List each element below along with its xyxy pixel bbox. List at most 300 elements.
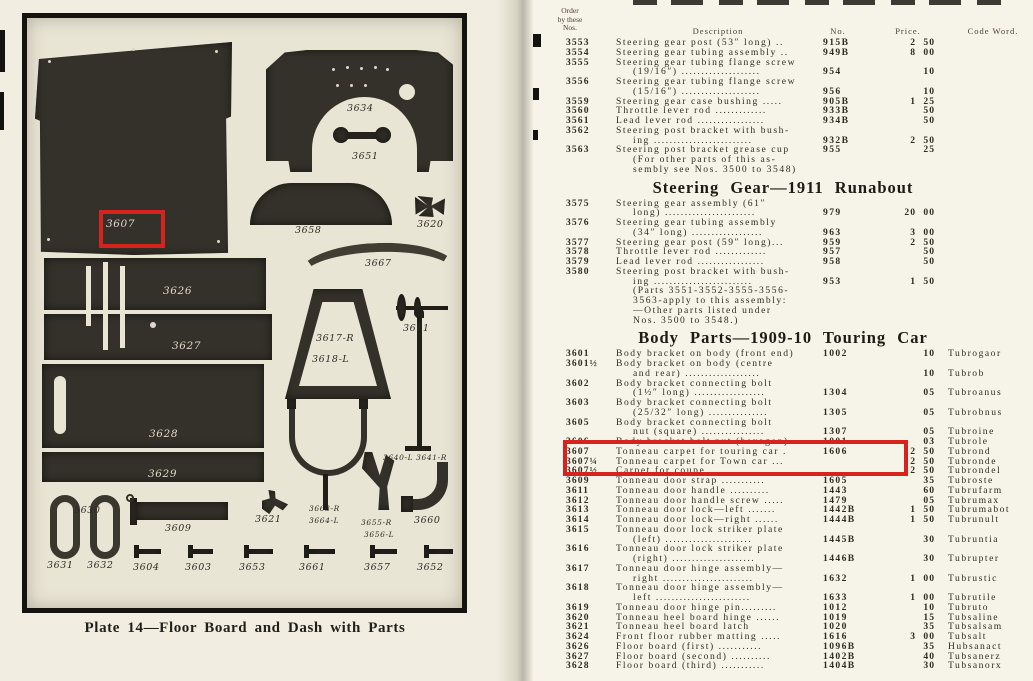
order-number-cell: 3606 xyxy=(566,436,590,447)
price-cell: 50 xyxy=(923,105,935,117)
order-head-line: Order xyxy=(561,6,579,15)
price-cell: 2 50 xyxy=(910,455,935,467)
code-word-cell: Tubrob xyxy=(948,367,985,379)
part-shape-bracket-3621 xyxy=(262,490,288,514)
description-cell: Body bracket connecting bolt xyxy=(616,398,773,408)
order-number-cell: 3618 xyxy=(566,582,590,594)
price-cell: 1 50 xyxy=(910,275,935,287)
fork-tip xyxy=(359,399,368,409)
part-shape-rod-3640 xyxy=(417,316,422,450)
rivet-dot xyxy=(48,60,51,63)
plate-photo xyxy=(22,13,467,613)
part-number-cell: 1012 xyxy=(823,601,848,613)
part-shape-bracket-3651-end xyxy=(333,127,349,143)
part-shape-panel-3658 xyxy=(250,183,392,225)
table-line xyxy=(533,67,1033,77)
table-line xyxy=(533,238,1033,248)
table-line xyxy=(533,48,1033,58)
price-cell xyxy=(878,306,935,316)
part-number-cell: 956 xyxy=(823,85,842,97)
part-label-3667: 3667 xyxy=(365,258,392,269)
part-label-3655R: 3655-R xyxy=(361,518,392,527)
description-cell: Nos. 3500 to 3548.) xyxy=(633,315,739,326)
price-cell: 1 50 xyxy=(910,514,935,525)
order-number-cell: 3556 xyxy=(566,76,590,87)
table-line xyxy=(533,349,1033,359)
code-word-cell xyxy=(935,359,948,369)
table-line xyxy=(533,296,1033,306)
code-word-cell xyxy=(935,126,948,136)
description-cell: ing ......................... xyxy=(633,276,753,287)
order-head-line: by these xyxy=(557,14,583,24)
description-cell: (15/16″) .................... xyxy=(633,86,761,97)
code-word-cell xyxy=(935,418,948,428)
board-hole xyxy=(150,322,156,328)
part-number-cell: 1002 xyxy=(823,348,848,360)
table-line xyxy=(533,136,1033,146)
rivet-dot xyxy=(350,84,353,87)
rivet-dot xyxy=(346,66,349,69)
part-number-cell xyxy=(823,369,878,379)
pedal-slot xyxy=(120,266,125,348)
description-cell: Throttle lever rod ............. xyxy=(616,247,767,257)
part-number-cell: 1404B xyxy=(823,660,856,672)
screw-shaft xyxy=(375,549,397,554)
part-number-cell xyxy=(823,155,878,165)
part-number-cell: 1307 xyxy=(823,426,848,438)
code-word-cell xyxy=(935,247,948,257)
description-cell: —Other parts listed under xyxy=(633,305,772,316)
table-line xyxy=(533,257,1033,267)
order-number-cell: 3613 xyxy=(566,504,590,516)
price-cell: 05 xyxy=(923,426,935,438)
part-number-cell: 1305 xyxy=(823,406,848,418)
description-cell: Front floor rubber matting ..... xyxy=(616,632,781,642)
order-number-cell: 3628 xyxy=(566,660,590,672)
code-word-cell: Tubronde xyxy=(948,455,997,467)
part-number-cell: 1616 xyxy=(823,631,848,642)
order-number-cell: 3601 xyxy=(566,348,590,360)
code-word-cell: Tubsanerz xyxy=(948,650,1002,662)
description-cell: Floor board (second) .......... xyxy=(616,651,771,662)
table-line xyxy=(533,554,1033,564)
table-line xyxy=(533,388,1033,398)
order-number-cell: 3555 xyxy=(566,56,590,68)
order-number-cell: 3624 xyxy=(566,631,590,642)
table-line xyxy=(533,58,1033,68)
part-number-cell: 1633 xyxy=(823,592,848,603)
part-number-cell: 1632 xyxy=(823,572,848,584)
part-number-cell xyxy=(823,306,878,316)
price-cell xyxy=(878,155,935,165)
rivet-dot xyxy=(132,48,135,51)
part-label-3604: 3604 xyxy=(133,562,160,573)
code-word-cell xyxy=(935,306,948,316)
order-number-cell: 3605 xyxy=(566,416,590,428)
price-cell: 10 xyxy=(923,66,935,78)
part-number-cell xyxy=(823,359,878,369)
code-word-cell xyxy=(935,228,948,238)
description-cell: Steering gear post (59″ long)... xyxy=(616,237,784,248)
code-word-cell xyxy=(935,564,948,574)
price-cell: 50 xyxy=(923,256,935,267)
price-cell: 20 00 xyxy=(904,207,935,219)
price-cell: 03 xyxy=(923,436,935,447)
part-number-cell: 949B xyxy=(823,46,850,58)
price-cell: 05 xyxy=(923,494,935,506)
screw-shaft xyxy=(249,549,273,554)
description-cell: Steering gear tubing assembly xyxy=(616,218,777,228)
part-number-cell xyxy=(823,316,878,326)
elbow-flange xyxy=(401,496,413,512)
description-cell: and rear) ................... xyxy=(633,368,761,379)
part-number-cell: 932B xyxy=(823,134,850,146)
part-number-cell: 963 xyxy=(823,226,842,238)
part-label-3631: 3631 xyxy=(47,560,74,571)
code-word-cell: Tubrustic xyxy=(948,572,998,584)
scan-artifact xyxy=(0,92,4,130)
part-number-cell: 1304 xyxy=(823,387,848,399)
code-word-cell: Tubruntia xyxy=(948,533,999,545)
description-cell: Body bracket connecting bolt xyxy=(616,417,773,428)
table-line xyxy=(533,316,1033,326)
code-word-cell xyxy=(935,67,948,77)
code-word-cell xyxy=(935,38,948,48)
description-cell: right ....................... xyxy=(633,573,754,584)
table-line xyxy=(533,145,1033,155)
code-word-cell: Tubrond xyxy=(948,445,992,457)
order-number-cell: 3607½ xyxy=(566,465,598,477)
description-cell: Tonneau door hinge pin......... xyxy=(616,602,777,613)
part-label-3661: 3661 xyxy=(299,562,326,573)
price-cell: 50 xyxy=(923,115,935,126)
part-number-cell: 953 xyxy=(823,275,842,287)
price-cell: 1 50 xyxy=(910,504,935,516)
order-number-cell: 3620 xyxy=(566,611,590,623)
order-number-cell: 3577 xyxy=(566,236,590,248)
part-shape-elbow-3660 xyxy=(408,462,448,510)
description-cell: nut (square) ................ xyxy=(633,427,765,437)
order-number-cell: 3619 xyxy=(566,601,590,613)
code-word-cell xyxy=(935,379,948,389)
description-cell: Body bracket bolt nut (hexagon) xyxy=(616,437,789,447)
code-word-cell: Tubrufarm xyxy=(948,484,1003,496)
code-word-cell xyxy=(935,165,948,175)
price-cell: 2 50 xyxy=(910,134,935,146)
code-word-cell xyxy=(935,583,948,593)
part-shape-bar-3609 xyxy=(136,502,228,520)
plate-caption: Plate 14—Floor Board and Dash with Parts xyxy=(84,620,406,636)
order-number-cell: 3579 xyxy=(566,256,590,267)
part-number-cell: 1442B xyxy=(823,504,856,516)
table-line xyxy=(533,208,1033,218)
rivet-dot xyxy=(47,238,50,241)
part-number-cell: 959 xyxy=(823,236,842,248)
price-cell: 10 xyxy=(923,348,935,360)
part-label-3634: 3634 xyxy=(347,103,374,114)
order-number-cell: 3553 xyxy=(566,37,590,48)
order-number-cell: 3576 xyxy=(566,217,590,228)
description-cell: Steering gear tubing assembly .. xyxy=(616,47,789,58)
code-word-cell: Tubsalt xyxy=(948,631,987,642)
part-label-3628: 3628 xyxy=(149,428,179,440)
description-cell: (34″ long) .................. xyxy=(633,227,763,238)
price-cell: 2 50 xyxy=(910,236,935,248)
table-line xyxy=(533,228,1033,238)
table-line xyxy=(533,408,1033,418)
screw-shaft xyxy=(309,549,335,554)
description-column-header: Description xyxy=(692,26,744,36)
order-number-cell: 3626 xyxy=(566,640,590,652)
part-number-cell: 957 xyxy=(823,246,842,258)
price-cell: 2 50 xyxy=(910,445,935,457)
price-cell xyxy=(878,165,935,175)
description-cell: Body bracket on body (centre xyxy=(616,359,774,369)
order-number-cell xyxy=(566,296,616,306)
description-cell: Steering post bracket with bush- xyxy=(616,125,790,136)
code-word-cell: Tubruto xyxy=(948,601,990,613)
code-word-cell: Hubsanact xyxy=(948,640,1002,652)
code-word-cell xyxy=(935,136,948,146)
code-word-cell xyxy=(935,87,948,97)
part-number-cell xyxy=(823,286,878,296)
table-line xyxy=(533,126,1033,136)
description-cell: Tonneau carpet for Town car ... xyxy=(616,456,784,467)
table-line xyxy=(533,106,1033,116)
table-line xyxy=(533,369,1033,379)
dash-hole xyxy=(399,84,415,100)
description-cell: (left) ...................... xyxy=(633,534,753,545)
price-cell: 15 xyxy=(923,611,935,623)
order-number-cell: 3602 xyxy=(566,377,590,389)
price-cell: 30 xyxy=(923,553,935,564)
part-number-cell: 979 xyxy=(823,207,842,219)
description-cell: (25/32″ long) ............... xyxy=(633,407,769,418)
rivet-dot xyxy=(364,84,367,87)
description-cell: Tonneau door hinge assembly— xyxy=(616,583,784,593)
price-cell: 30 xyxy=(923,660,935,672)
highlight-box-plate-3607 xyxy=(99,210,165,248)
code-word-cell xyxy=(935,77,948,87)
description-cell: Tonneau door strap ........... xyxy=(616,476,766,486)
table-line xyxy=(533,116,1033,126)
table-line xyxy=(533,77,1033,87)
code-word-cell xyxy=(935,155,948,165)
code-word-cell: Tubrupter xyxy=(948,553,1000,564)
part-number-cell xyxy=(823,296,878,306)
code-word-cell xyxy=(935,286,948,296)
order-number-cell: 3611 xyxy=(566,484,590,496)
price-cell: 10 xyxy=(923,601,935,613)
pedal-slot xyxy=(103,262,108,350)
order-number-cell: 3616 xyxy=(566,543,590,555)
part-label-3657: 3657 xyxy=(364,562,391,573)
price-cell: 35 xyxy=(923,621,935,633)
order-number-cell: 3554 xyxy=(566,46,590,58)
code-word-cell xyxy=(935,316,948,326)
table-line xyxy=(533,277,1033,287)
code-word-cell: Tubsaline xyxy=(948,611,999,623)
code-word-cell: Tubrutile xyxy=(948,592,997,603)
order-number-cell xyxy=(566,316,616,326)
order-number-cell xyxy=(566,306,616,316)
table-line xyxy=(533,38,1033,48)
price-cell xyxy=(878,286,935,296)
part-label-3640L-3641R: 3640-L 3641-R xyxy=(383,453,448,462)
code-word-cell: Tubroanus xyxy=(948,387,1003,399)
board-slot xyxy=(54,376,66,434)
price-cell: 40 xyxy=(923,650,935,662)
part-number-cell xyxy=(823,165,878,175)
price-cell: 1 00 xyxy=(910,572,935,584)
order-number-cell: 3560 xyxy=(566,105,590,117)
code-word-cell xyxy=(935,145,948,155)
description-cell: Tonneau door handle screw ..... xyxy=(616,495,785,506)
description-cell: Tonneau door hinge assembly— xyxy=(616,563,784,574)
description-cell: Tonneau door lock—right ...... xyxy=(616,515,779,525)
part-number-cell: 1443 xyxy=(823,484,848,496)
description-cell: Lead lever rod ................. xyxy=(616,257,765,267)
section-heading: Steering Gear—1911 Runabout xyxy=(652,177,914,197)
price-cell: 30 xyxy=(923,533,935,545)
rivet-dot xyxy=(386,68,389,71)
code-word-cell xyxy=(935,257,948,267)
price-cell: 05 xyxy=(923,406,935,418)
part-label-3607: 3607 xyxy=(106,218,136,230)
code-word-cell: Tubrunult xyxy=(948,514,1000,525)
price-cell: 1 25 xyxy=(910,95,935,107)
order-number-cell: 3627 xyxy=(566,650,590,662)
price-cell: 35 xyxy=(923,475,935,486)
part-label-3617R: 3617-R xyxy=(316,333,355,344)
part-label-3629: 3629 xyxy=(148,468,178,480)
rivet-dot xyxy=(360,67,363,70)
code-word-cell xyxy=(935,238,948,248)
part-number-cell: 1019 xyxy=(823,611,848,623)
table-line xyxy=(533,267,1033,277)
part-number-cell: 954 xyxy=(823,66,842,78)
rivet-dot xyxy=(217,240,220,243)
part-number-cell: 1479 xyxy=(823,494,848,506)
description-cell: Tonneau door lock striker plate xyxy=(616,524,784,535)
screw-shaft xyxy=(193,549,213,554)
description-cell: (Parts 3551-3552-3555-3556- xyxy=(633,286,790,296)
part-label-3611: 3611 xyxy=(403,323,430,334)
description-cell: (For other parts of this as- xyxy=(633,155,777,165)
part-shape-rod-3640-foot xyxy=(405,446,431,451)
code-word-cell: Tubrobnus xyxy=(948,406,1003,418)
cut-off-heading xyxy=(633,0,1013,5)
part-label-3620: 3620 xyxy=(417,219,444,230)
part-shape-board-3627 xyxy=(44,314,272,360)
code-word-cell xyxy=(935,277,948,287)
code-word-cell xyxy=(935,116,948,126)
part-shape-fork-3663 xyxy=(289,406,367,476)
description-cell: Lead lever rod ................. xyxy=(616,116,765,126)
order-number-cell: 3617 xyxy=(566,562,590,574)
table-line xyxy=(533,535,1033,545)
price-cell: 3 00 xyxy=(910,226,935,238)
price-cell: 50 xyxy=(923,246,935,258)
code-word-cell xyxy=(935,296,948,306)
part-label-3609: 3609 xyxy=(165,523,192,534)
table-line xyxy=(533,247,1033,257)
order-number-cell: 3614 xyxy=(566,514,590,525)
description-cell: Carpet for coupe ............. xyxy=(616,466,761,476)
description-cell: Steering gear assembly (61″ xyxy=(616,198,767,209)
table-line xyxy=(533,661,1033,671)
order-number-cell: 3563 xyxy=(566,144,590,156)
description-cell: Tonneau heel board hinge ...... xyxy=(616,612,781,623)
description-cell: long) ....................... xyxy=(633,208,756,218)
description-cell: (right) ..................... xyxy=(633,554,756,564)
highlight-box-table-3607-rows xyxy=(563,440,908,476)
order-number-cell xyxy=(566,165,616,175)
part-number-cell: 933B xyxy=(823,105,850,117)
part-number-cell: 955 xyxy=(823,144,842,156)
code-word-cell: Tubsanorx xyxy=(948,660,1003,672)
screw-shaft xyxy=(429,549,453,554)
part-shape-disc-3611 xyxy=(397,294,406,321)
order-number-cell: 3607¼ xyxy=(566,455,598,467)
order-number-cell xyxy=(566,286,616,296)
bar-end-curl xyxy=(126,494,134,502)
part-label-3664L: 3664-L xyxy=(309,516,340,525)
part-label-3603: 3603 xyxy=(185,562,212,573)
price-cell: 05 xyxy=(923,387,935,399)
order-number-cell: 3578 xyxy=(566,246,590,258)
part-number-cell: 905B xyxy=(823,95,850,107)
code-word-cell xyxy=(935,525,948,535)
price-cell xyxy=(878,296,935,306)
part-number-cell: 1606 xyxy=(823,445,848,457)
order-number-cell: 3621 xyxy=(566,621,590,633)
fork-tip xyxy=(287,399,296,409)
order-number-cell: 3561 xyxy=(566,115,590,126)
code-word-cell xyxy=(935,106,948,116)
code-word-cell: Tubrondel xyxy=(948,465,1002,477)
part-number-cell: 958 xyxy=(823,256,842,267)
description-cell: ing ......................... xyxy=(633,135,753,146)
price-cell: 10 xyxy=(923,367,935,379)
code-word-cell: Tubrole xyxy=(948,436,989,447)
table-line xyxy=(533,87,1033,97)
part-label-3630: 3630 xyxy=(74,505,101,516)
part-label-3653: 3653 xyxy=(239,562,266,573)
rivet-dot xyxy=(336,84,339,87)
description-cell: left ........................ xyxy=(633,593,751,603)
description-cell: Steering gear tubing flange screw xyxy=(616,57,797,68)
part-label-3618L: 3618-L xyxy=(312,354,350,365)
order-head-line: Nos. xyxy=(563,23,577,33)
price-list-page xyxy=(533,0,1033,681)
description-cell: Tonneau door lock striker plate xyxy=(616,544,784,554)
description-cell: Tonneau heel board latch xyxy=(616,622,750,632)
code-word-cell: Tubrumax xyxy=(948,494,1000,506)
part-label-3626: 3626 xyxy=(163,285,193,297)
part-number-cell: 1001 xyxy=(823,436,848,447)
part-number-cell: 1444B xyxy=(823,514,856,525)
part-number-cell: 1446B xyxy=(823,553,856,564)
part-label-3621: 3621 xyxy=(255,514,282,525)
description-cell: Steering post bracket grease cup xyxy=(616,145,790,155)
order-number-cell: 3607 xyxy=(566,445,590,457)
part-label-3656L: 3656-L xyxy=(364,530,395,539)
bar-end-bracket xyxy=(130,498,137,525)
description-cell: Steering gear post (53″ long) .. xyxy=(616,38,784,48)
section-heading: Body Parts—1909-10 Touring Car xyxy=(638,328,928,348)
part-number-cell: 1605 xyxy=(823,475,848,486)
